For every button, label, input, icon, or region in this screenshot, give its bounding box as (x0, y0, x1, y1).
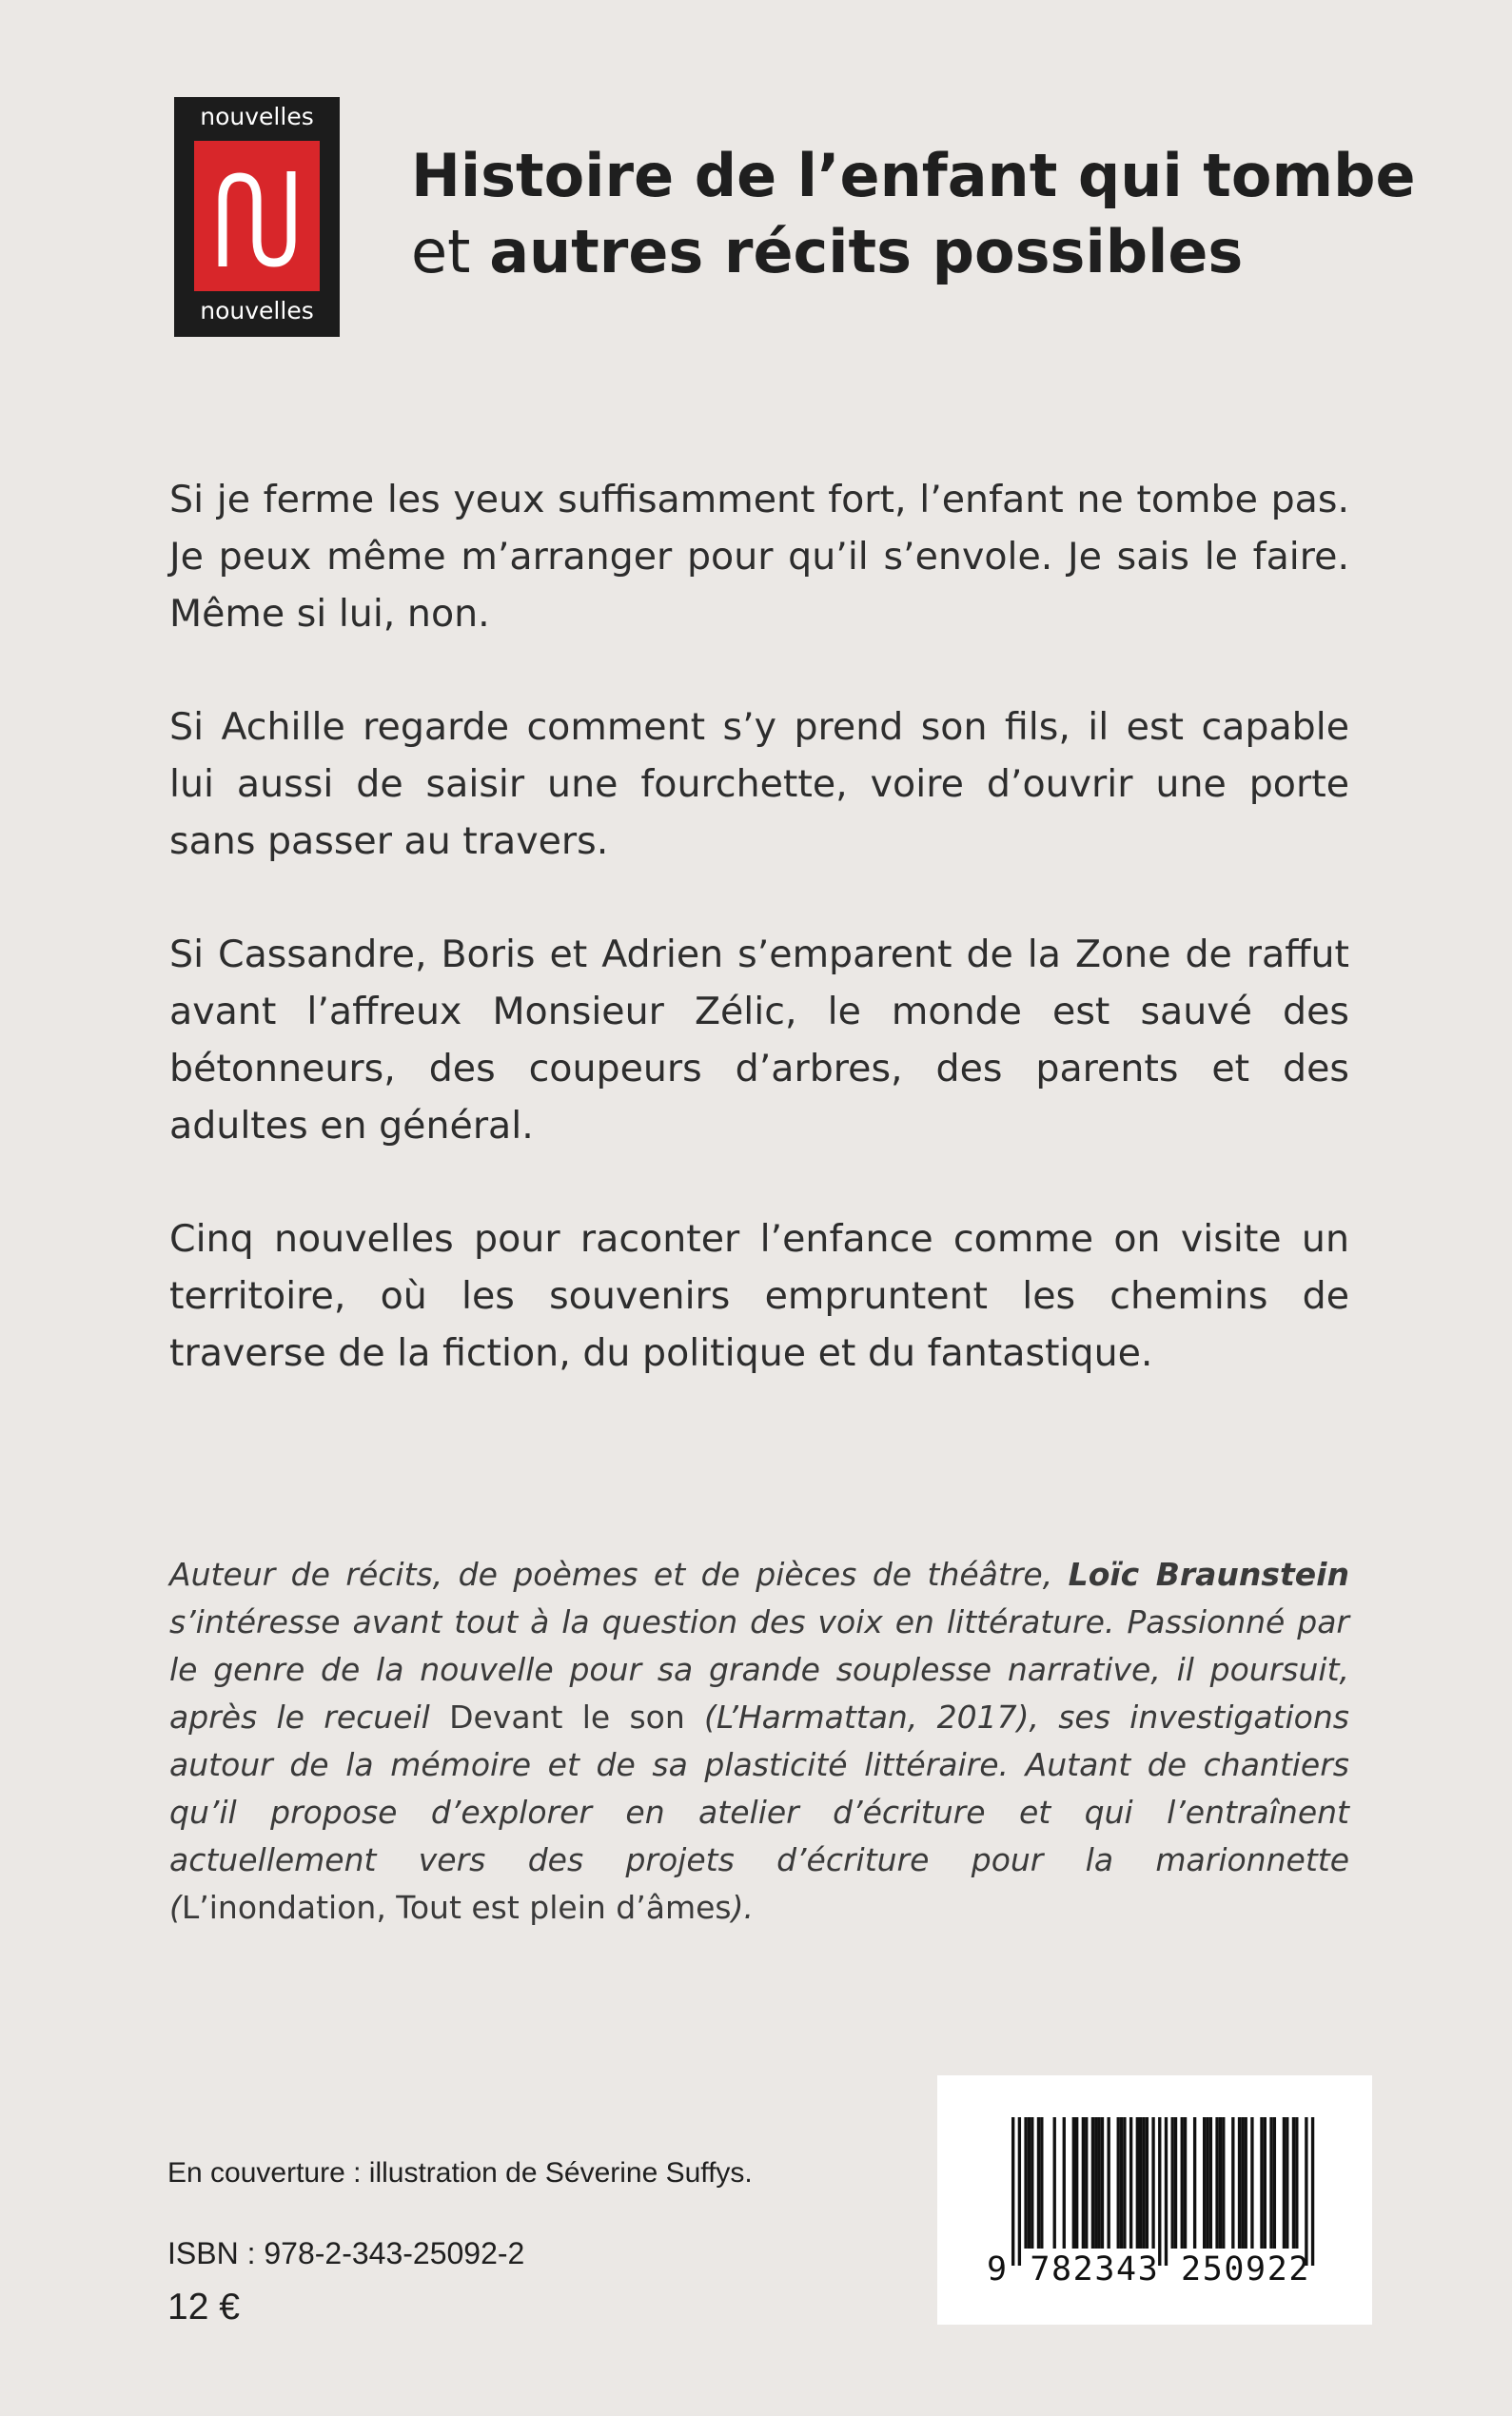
barcode-bar (1260, 2117, 1263, 2249)
barcode-bar (1040, 2117, 1043, 2249)
barcode-bar (1311, 2117, 1314, 2266)
barcode-bar (1273, 2117, 1276, 2249)
barcode-bar (1024, 2117, 1027, 2249)
barcode-bar (1181, 2117, 1184, 2249)
barcode-bar (1031, 2117, 1033, 2249)
barcode-bar (1286, 2117, 1288, 2249)
barcode-bar (1231, 2117, 1234, 2249)
barcode-bar (1171, 2117, 1174, 2249)
barcode (937, 2075, 1372, 2325)
author-name: Loïc Braunstein (1068, 1556, 1349, 1593)
nu-monogram-icon (194, 141, 320, 291)
barcode-bar (1283, 2117, 1286, 2249)
barcode-bar (1158, 2117, 1161, 2266)
bio-end: ). (731, 1889, 754, 1926)
barcode-bar (1117, 2117, 1120, 2249)
barcode-bar (1108, 2117, 1110, 2249)
barcode-bar (1139, 2117, 1142, 2249)
barcode-bar (1094, 2117, 1097, 2249)
logo-bottom-text: nouvelles (200, 297, 314, 324)
book-title (411, 138, 1420, 290)
barcode-bar (1250, 2117, 1253, 2249)
barcode-bar (1193, 2117, 1196, 2249)
title-line-1: Histoire de l’enfant qui tombe (411, 141, 1416, 210)
blurb-paragraph-2: Si Achille regarde comment s’y prend son fils, il est capable lui aussi de saisir une fourchette, voire d’ouvrir une porte sans passer au travers. (169, 705, 1349, 863)
bio-book-title-1: Devant le son (449, 1699, 685, 1736)
publisher-logo (174, 97, 340, 337)
back-cover-blurb (169, 471, 1349, 1438)
barcode-bar (1215, 2117, 1218, 2249)
barcode-bar (1028, 2117, 1031, 2249)
blurb-paragraph-4: Cinq nouvelles pour raconter l’enfance comme on visite un territoire, où les souvenirs empruntent les chemins de traverse de la fiction, du politique et du fantastique. (169, 1217, 1349, 1375)
barcode-bar (1165, 2117, 1168, 2266)
barcode-bar (1269, 2117, 1272, 2249)
author-bio (169, 1551, 1349, 1932)
barcode-bar (1037, 2117, 1040, 2249)
barcode-bar (1245, 2117, 1247, 2249)
barcode-bar (1091, 2117, 1094, 2249)
barcode-bar (1295, 2117, 1298, 2249)
barcode-bar (1018, 2117, 1021, 2266)
barcode-bar (1292, 2117, 1295, 2249)
barcode-bar (1082, 2117, 1085, 2249)
cover-credit: En couverture : illustration de Séverine Suffys. (167, 2157, 753, 2189)
barcode-bar (1120, 2117, 1123, 2249)
barcode-bar (1011, 2117, 1014, 2266)
barcode-bar (1219, 2117, 1222, 2249)
barcode-bar (1129, 2117, 1132, 2249)
barcode-bar (1206, 2117, 1208, 2249)
title-line-2-connector: et (411, 217, 471, 286)
barcode-bar (1264, 2117, 1267, 2249)
barcode-bar (1209, 2117, 1212, 2249)
barcode-bar (1123, 2117, 1126, 2249)
barcode-bar (1142, 2117, 1145, 2249)
barcode-bar (1146, 2117, 1149, 2249)
bio-body-1: s’intéresse avant tout à la question des voix en littérature. Passionné par le genre de la nouvelle pour sa grande souplesse narrative, il poursuit, après le recueil (169, 1603, 1349, 1736)
barcode-bar (1072, 2117, 1075, 2249)
barcode-bar (1184, 2117, 1187, 2249)
barcode-bar (1305, 2117, 1307, 2266)
barcode-bar (1053, 2117, 1056, 2249)
barcode-bar (1222, 2117, 1225, 2249)
barcode-bar (1101, 2117, 1104, 2249)
bio-body-2: (L’Harmattan, 2017), ses investigations autour de la mémoire et de sa plasticité littéraire. Autant de chantiers qu’il propose d’explorer en atelier d’écriture et qui l’entraînent actuellement vers des projets d’écriture pour la marionnette ( (169, 1699, 1349, 1926)
logo-top-text: nouvelles (200, 103, 314, 130)
barcode-bar (1097, 2117, 1100, 2249)
barcode-bar (1151, 2117, 1154, 2249)
barcode-digits: 9 782343 250922 (987, 2250, 1311, 2288)
barcode-bar (1241, 2117, 1244, 2249)
price: 12 € (167, 2287, 240, 2328)
barcode-bar (1075, 2117, 1078, 2249)
barcode-bar (1174, 2117, 1177, 2249)
barcode-bar (1238, 2117, 1241, 2249)
barcode-bar (1063, 2117, 1066, 2249)
isbn: ISBN : 978-2-343-25092-2 (167, 2236, 525, 2270)
barcode-bar (1203, 2117, 1206, 2249)
blurb-paragraph-3: Si Cassandre, Boris et Adrien s’emparent de la Zone de raffut avant l’affreux Monsieur Zélic, le monde est sauvé des bétonneurs, des coupeurs d’arbres, des parents et des adultes en général. (169, 933, 1349, 1148)
bio-book-title-2: L’inondation, Tout est plein d’âmes (181, 1889, 732, 1926)
title-line-2: autres récits possibles (489, 217, 1244, 286)
blurb-paragraph-1: Si je ferme les yeux suffisamment fort, l’enfant ne tombe pas. Je peux même m’arranger pour qu’il s’envole. Je sais le faire. Même si lui, non. (169, 478, 1349, 636)
bio-intro: Auteur de récits, de poèmes et de pièces de théâtre, (169, 1556, 1053, 1593)
barcode-bar (1136, 2117, 1139, 2249)
barcode-bar (1085, 2117, 1088, 2249)
